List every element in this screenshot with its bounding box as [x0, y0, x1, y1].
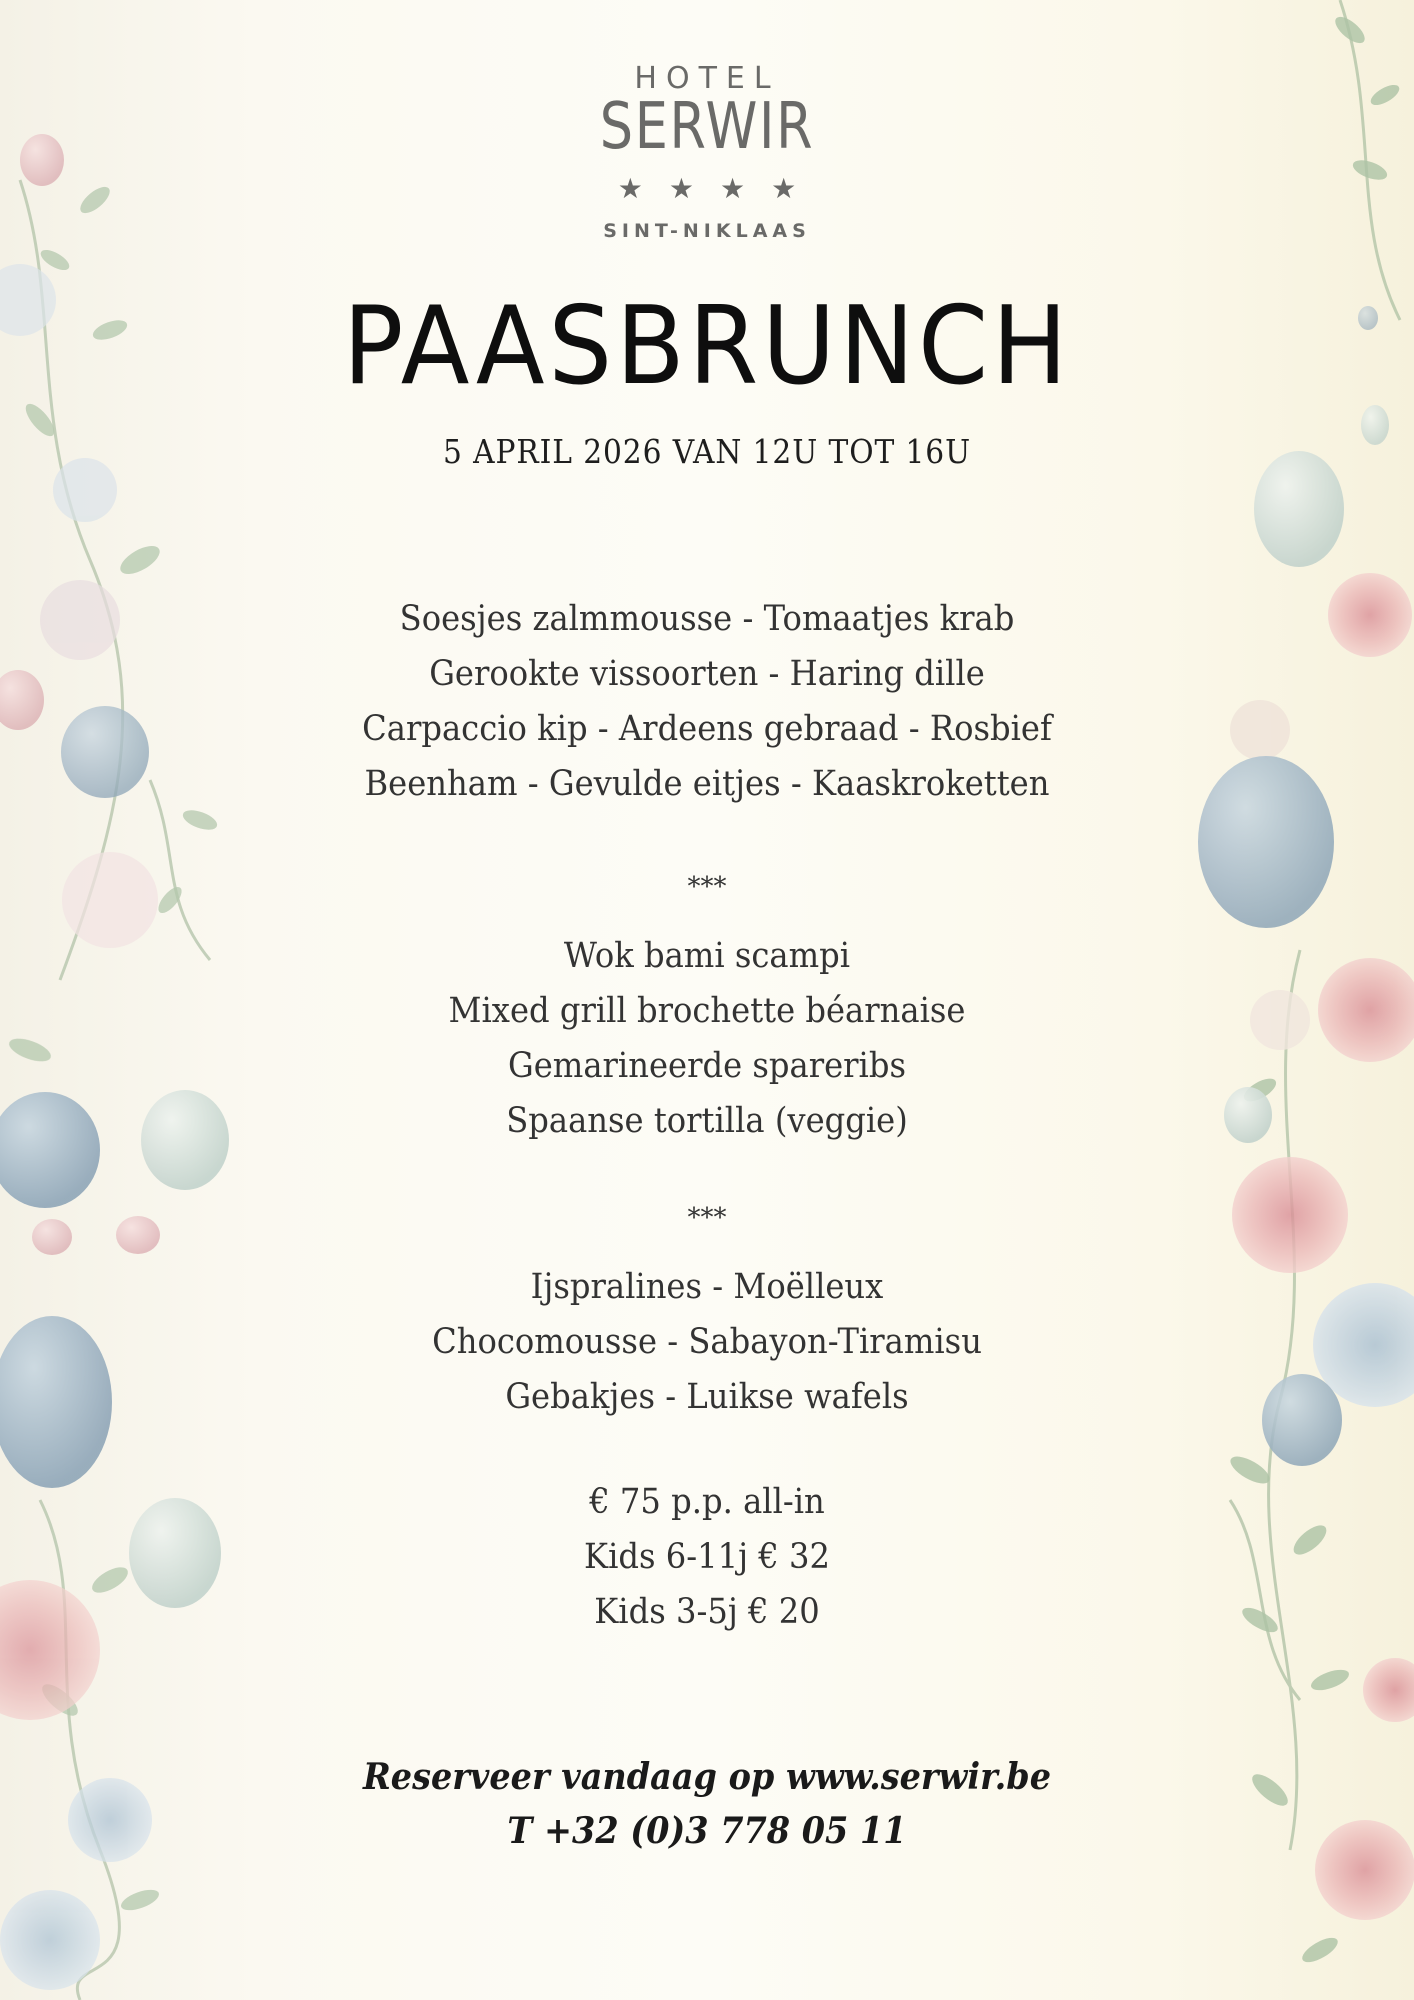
price-kids-3-5: Kids 3-5j € 20 — [594, 1592, 820, 1632]
hotel-logo — [0, 62, 1414, 244]
menu-item: Spaanse tortilla (veggie) — [506, 1101, 908, 1141]
menu-item: Ijspralines - Moëlleux — [530, 1267, 884, 1307]
price-list — [57, 1475, 1358, 1640]
price-adult: € 75 p.p. all-in — [589, 1482, 825, 1522]
price-kids-6-11: Kids 6-11j € 32 — [584, 1537, 830, 1577]
menu-desserts — [57, 1260, 1358, 1425]
section-separator: *** — [687, 1203, 727, 1233]
logo-hotel-word: HOTEL — [634, 61, 780, 96]
menu-item: Mixed grill brochette béarnaise — [448, 991, 966, 1031]
menu-item: Gemarineerde spareribs — [508, 1046, 906, 1086]
logo-hotel-name: SERWIR — [599, 90, 815, 164]
menu-item: Gerookte vissoorten - Haring dille — [429, 654, 985, 694]
event-date: 5 APRIL 2026 VAN 12U TOT 16U — [442, 432, 972, 471]
reservation-phone: T +32 (0)3 778 05 11 — [507, 1810, 907, 1852]
page-title: PAASBRUNCH — [342, 284, 1072, 409]
reservation-line: Reserveer vandaag op www.serwir.be — [362, 1756, 1052, 1798]
menu-item: Beenham - Gevulde eitjes - Kaaskroketten — [364, 764, 1050, 804]
logo-city: SINT-NIKLAAS — [603, 220, 811, 242]
menu-starters — [57, 592, 1358, 812]
menu-item: Soesjes zalmmousse - Tomaatjes krab — [399, 599, 1015, 639]
menu-item: Wok bami scampi — [563, 936, 851, 976]
menu-item: Chocomousse - Sabayon-Tiramisu — [432, 1322, 982, 1362]
menu-mains — [57, 929, 1358, 1149]
menu-item: Gebakjes - Luikse wafels — [505, 1377, 909, 1417]
section-separator: *** — [687, 872, 727, 902]
menu-item: Carpaccio kip - Ardeens gebraad - Rosbief — [362, 709, 1052, 749]
reservation-info — [49, 1750, 1364, 1858]
logo-stars: ★★★★ — [617, 172, 823, 205]
